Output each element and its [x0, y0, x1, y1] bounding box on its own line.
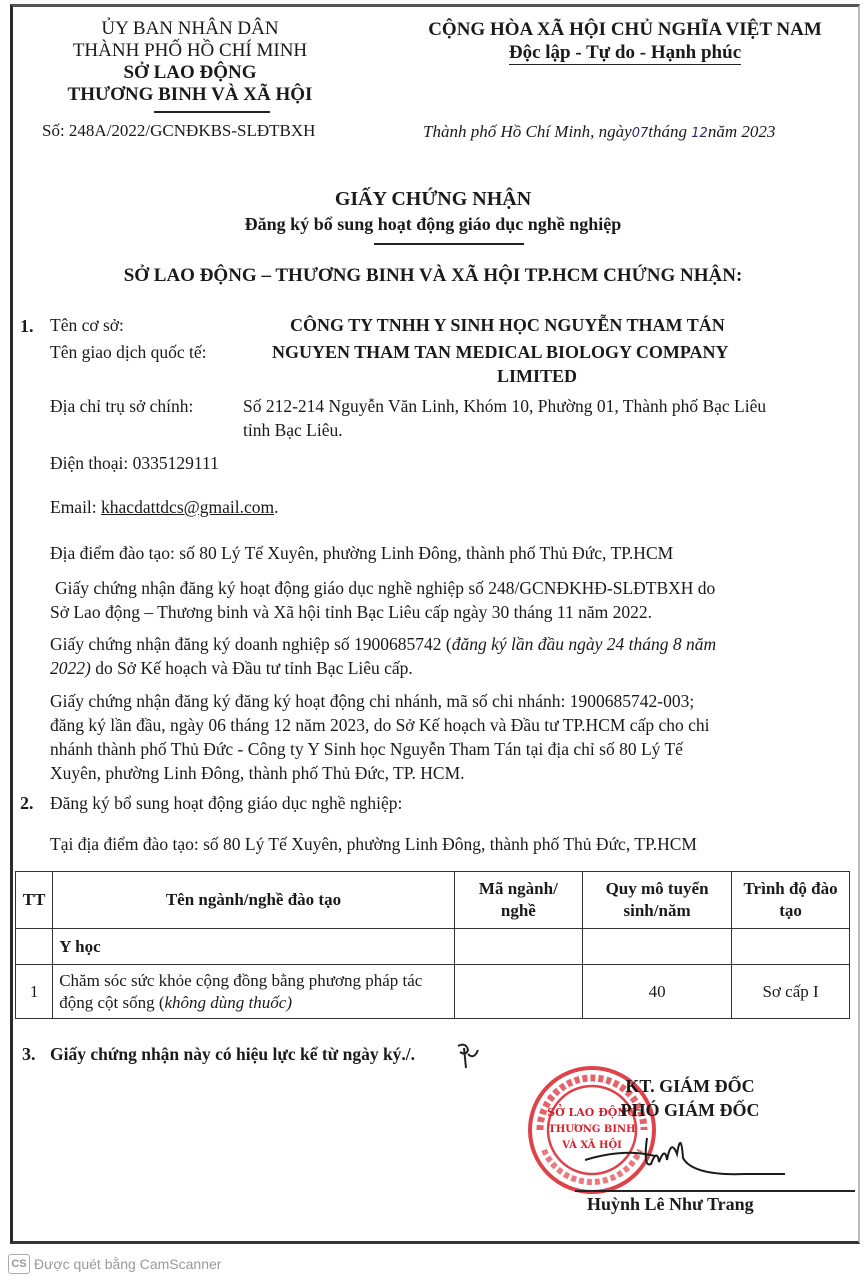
- stamp-text-2: THƯƠNG BINH: [548, 1124, 636, 1135]
- row-name: [53, 965, 455, 1019]
- signature-line: [575, 1190, 855, 1192]
- certificate-title: GIẤY CHỨNG NHẬN: [334, 188, 532, 210]
- date-prefix: Thành phố Hồ Chí Minh, ngày: [423, 122, 632, 141]
- group-name: Y học: [53, 929, 455, 965]
- camscanner-logo-icon: CS: [8, 1254, 30, 1274]
- company-name: CÔNG TY TNHH Y SINH HỌC NGUYỄN THAM TÁN: [290, 315, 725, 335]
- group-quota: [583, 929, 732, 965]
- intl-name-label: Tên giao dịch quốc tế:: [50, 342, 207, 362]
- phone: Điện thoại: 0335129111: [50, 453, 219, 473]
- document-number: Số: 248A/2022/GCNĐKBS-SLĐTBXH: [42, 121, 316, 140]
- initials-mark-icon: [452, 1040, 486, 1074]
- national-motto: Độc lập - Tự do - Hạnh phúc: [508, 42, 742, 63]
- table-group-row: [16, 929, 850, 965]
- date-year: năm 2023: [707, 122, 776, 141]
- authority-line-1: ỦY BAN NHÂN DÂN: [101, 18, 279, 39]
- row-quota: 40: [583, 965, 732, 1019]
- section-2-heading: Đăng ký bổ sung hoạt động giáo dục nghề nghiệp:: [50, 793, 403, 813]
- training-table: [15, 871, 850, 1019]
- col-code: Mã ngành/ nghề: [454, 872, 582, 929]
- certificate-subtitle: Đăng ký bổ sung hoạt động giáo dục nghề nghiệp: [244, 214, 622, 234]
- section-1-number: 1.: [20, 316, 34, 336]
- signer-title: [580, 1074, 800, 1122]
- issuing-authority: [40, 18, 340, 106]
- scanner-watermark: [8, 1254, 221, 1274]
- address-line-2: tỉnh Bạc Liêu.: [243, 420, 343, 440]
- date-day: 07: [631, 126, 649, 141]
- address-line-1: Số 212-214 Nguyễn Văn Linh, Khóm 10, Phường 01, Thành phố Bạc Liêu: [243, 396, 767, 416]
- email-line: [50, 495, 278, 520]
- group-level: [732, 929, 850, 965]
- handwritten-signature-icon: [585, 1118, 825, 1188]
- signer-title-line2: PHÓ GIÁM ĐỐC: [620, 1100, 760, 1120]
- table-row: [16, 965, 850, 1019]
- signer-title-line1: KT. GIÁM ĐỐC: [625, 1076, 755, 1096]
- authority-line-3: SỞ LAO ĐỘNG: [123, 62, 257, 83]
- authority-underline: [154, 111, 270, 113]
- row-tt: 1: [16, 965, 53, 1019]
- row-code: [454, 965, 582, 1019]
- para1-line1: Giấy chứng nhận đăng ký hoạt động giáo dục nghề nghiệp số 248/GCNĐKHĐ-SLĐTBXH do: [55, 578, 716, 598]
- authority-line-2: THÀNH PHỐ HỒ CHÍ MINH: [72, 40, 308, 61]
- email-label: Email:: [50, 497, 102, 517]
- national-header: [400, 18, 850, 65]
- col-quota: Quy mô tuyển sinh/năm: [583, 872, 732, 929]
- row-name-italic: không dùng thuốc): [164, 992, 292, 1012]
- scanner-text: Được quét bằng CamScanner: [34, 1256, 222, 1272]
- title-divider: [374, 243, 524, 245]
- certifier-statement: SỞ LAO ĐỘNG – THƯƠNG BINH VÀ XÃ HỘI TP.HCM CHỨNG NHẬN:: [123, 265, 743, 286]
- col-level: Trình độ đào tạo: [732, 872, 850, 929]
- group-code: [454, 929, 582, 965]
- signer-name: Huỳnh Lê Như Trang: [587, 1194, 754, 1214]
- section-3-number: 3.: [22, 1044, 36, 1064]
- para3-line2: đăng ký lần đầu, ngày 06 tháng 12 năm 2023, do Sở Kế hoạch và Đầu tư TP.HCM cấp cho chi: [50, 715, 710, 735]
- group-tt: [16, 929, 53, 965]
- intl-name-1: NGUYEN THAM TAN MEDICAL BIOLOGY COMPANY: [272, 342, 729, 362]
- authority-line-4: THƯƠNG BINH VÀ XÃ HỘI: [67, 84, 313, 105]
- date-month-label: tháng: [648, 122, 688, 141]
- col-name: Tên ngành/nghề đào tạo: [53, 872, 455, 929]
- para3-line1: Giấy chứng nhận đăng ký đăng ký hoạt động chi nhánh, mã số chi nhánh: 1900685742-003;: [50, 691, 695, 711]
- section-2-number: 2.: [20, 793, 34, 813]
- name-label: Tên cơ sở:: [50, 315, 124, 335]
- issue-date: [423, 122, 775, 142]
- validity-statement: Giấy chứng nhận này có hiệu lực kể từ ngày ký./.: [50, 1044, 416, 1064]
- para3-line4: Xuyên, phường Linh Đông, thành phố Thủ Đức, TP. HCM.: [50, 763, 465, 783]
- para2-line2: [50, 656, 413, 681]
- para1-line2: Sở Lao động – Thương binh và Xã hội tỉnh Bạc Liêu cấp ngày 30 tháng 11 năm 2022.: [50, 602, 652, 622]
- para2-line1: [50, 632, 716, 657]
- para2-text: Giấy chứng nhận đăng ký doanh nghiệp số 1900685742 (: [50, 634, 452, 654]
- para2-italic: đăng ký lần đầu ngày 24 tháng 8 năm: [451, 634, 717, 654]
- table-header-row: [16, 872, 850, 929]
- section-2-location: Tại địa điểm đào tạo: số 80 Lý Tế Xuyên, phường Linh Đông, thành phố Thủ Đức, TP.HCM: [50, 834, 697, 854]
- para2-text-end: do Sở Kế hoạch và Đầu tư tỉnh Bạc Liêu cấp.: [90, 658, 413, 678]
- email-suffix: .: [274, 497, 279, 517]
- email-link[interactable]: khacdattdcs@gmail.com: [101, 497, 275, 517]
- stamp-text-3: VÀ XÃ HỘI: [562, 1140, 622, 1151]
- address-label: Địa chỉ trụ sở chính:: [50, 396, 194, 416]
- training-location: Địa điểm đào tạo: số 80 Lý Tế Xuyên, phường Linh Đông, thành phố Thủ Đức, TP.HCM: [50, 543, 674, 563]
- stamp-text-1: SỞ LAO ĐỘNG: [547, 1106, 637, 1119]
- para2-italic-year: 2022): [50, 658, 91, 678]
- col-tt: TT: [16, 872, 53, 929]
- row-level: Sơ cấp I: [732, 965, 850, 1019]
- para3-line3: nhánh thành phố Thủ Đức - Công ty Y Sinh học Nguyễn Tham Tán tại địa chỉ số 80 Lý Tế: [50, 739, 683, 759]
- date-month: 12: [691, 126, 708, 141]
- intl-name-2: LIMITED: [496, 366, 577, 386]
- row-name-text: Chăm sóc sức khỏe cộng đồng bằng phương pháp tác động cột sống (: [59, 970, 423, 1012]
- national-title: CỘNG HÒA XÃ HỘI CHỦ NGHĨA VIỆT NAM: [428, 19, 822, 40]
